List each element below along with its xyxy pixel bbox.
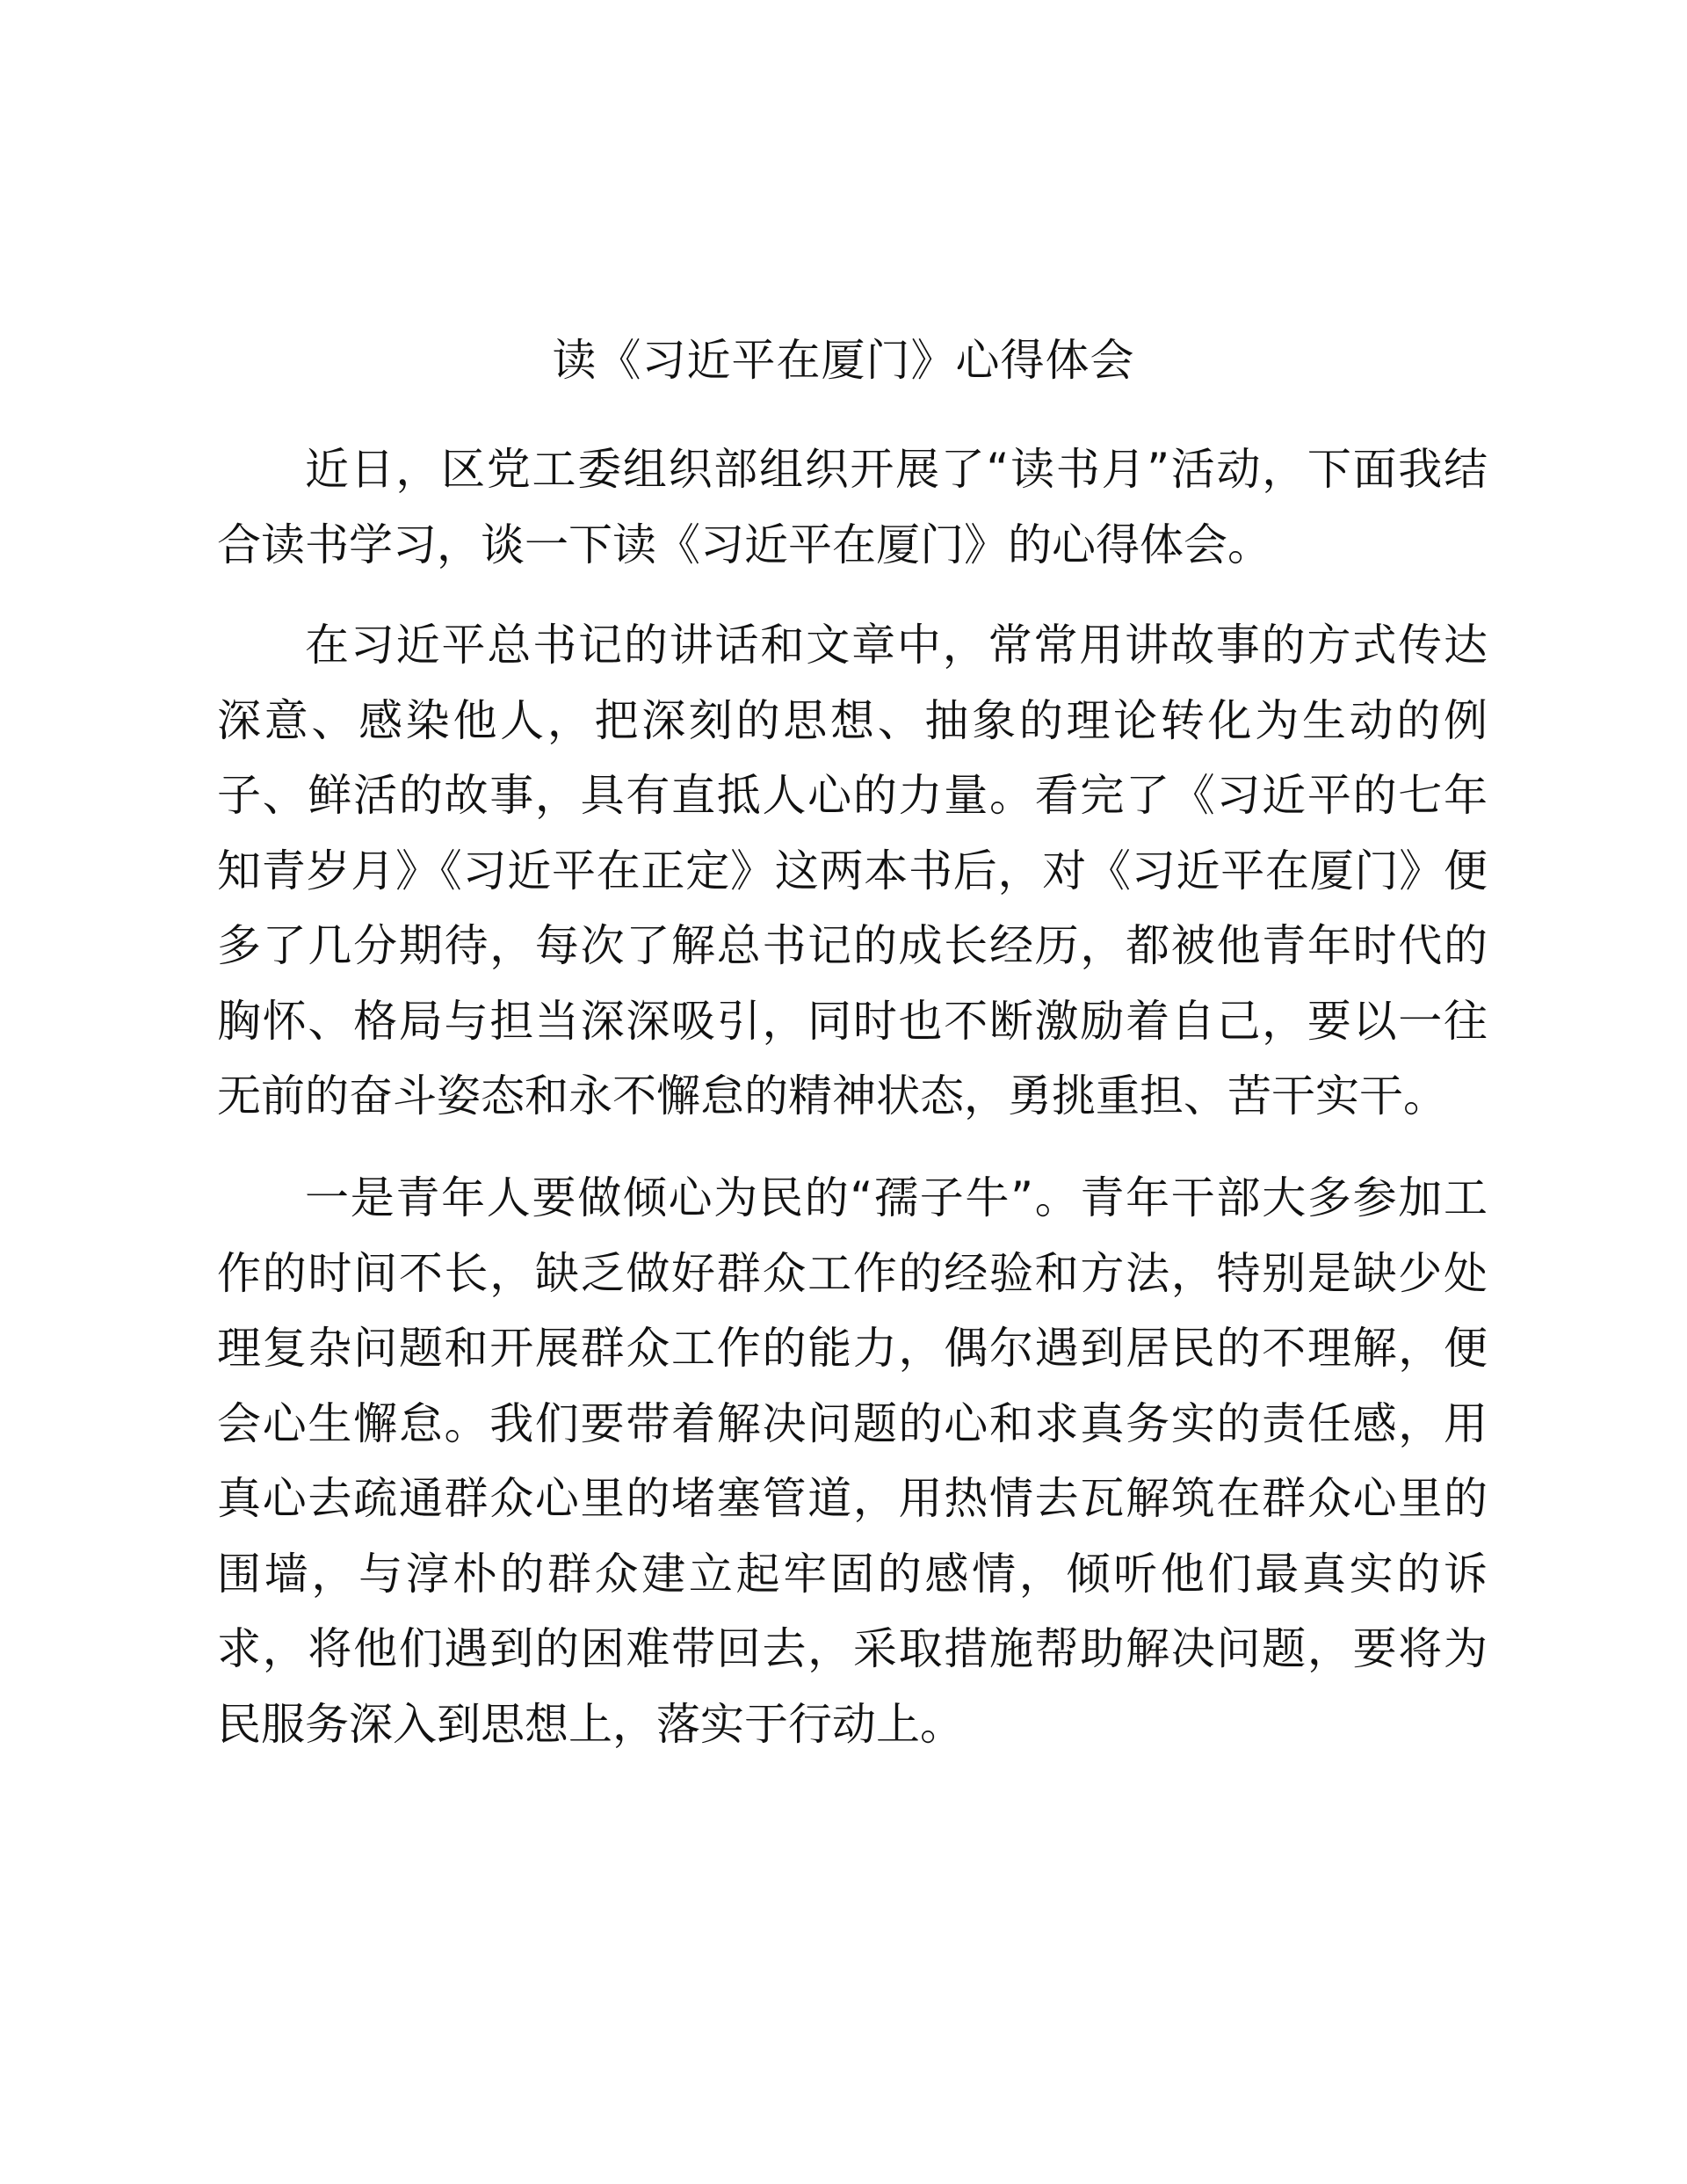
document-title: 读《习近平在厦门》心得体会	[552, 335, 1135, 386]
paragraph-point-one: 一是青年人要做倾心为民的“孺子牛”。青年干部大多参加工作的时间不长，缺乏做好群众工作的经验和方法，特别是缺少处理复杂问题和开展群众工作的能力，偶尔遇到居民的不理解，便会心生懈怠。我们要带着解决问题的心和求真务实的责任感，用真心去疏通群众心里的堵塞管道，用热情去瓦解筑在群众心里的围墙，与淳朴的群众建立起牢固的感情，倾听他们最真实的诉求，将他们遇到的困难带回去，采取措施帮助解决问题，要将为民服务深入到思想上，落实于行动上。	[217, 1172, 1488, 1750]
paragraph-background: 在习近平总书记的讲话和文章中，常常用讲故事的方式传达深意、感染他人，把深刻的思想、抽象的理论转化为生动的例子、鲜活的故事，具有直抵人心的力量。看完了《习近平的七年知青岁月》《习近平在正定》这两本书后，对《习近平在厦门》便多了几分期待，每次了解总书记的成长经历，都被他青年时代的胸怀、格局与担当深深吸引，同时也不断激励着自己，要以一往无前的奋斗姿态和永不懈怠的精神状态，勇挑重担、苦干实干。	[217, 620, 1488, 1121]
paragraph-intro: 近日，区党工委组织部组织开展了“读书月”活动，下面我结合读书学习，谈一下读《习近平在厦门》的心得体会。	[217, 444, 1488, 570]
